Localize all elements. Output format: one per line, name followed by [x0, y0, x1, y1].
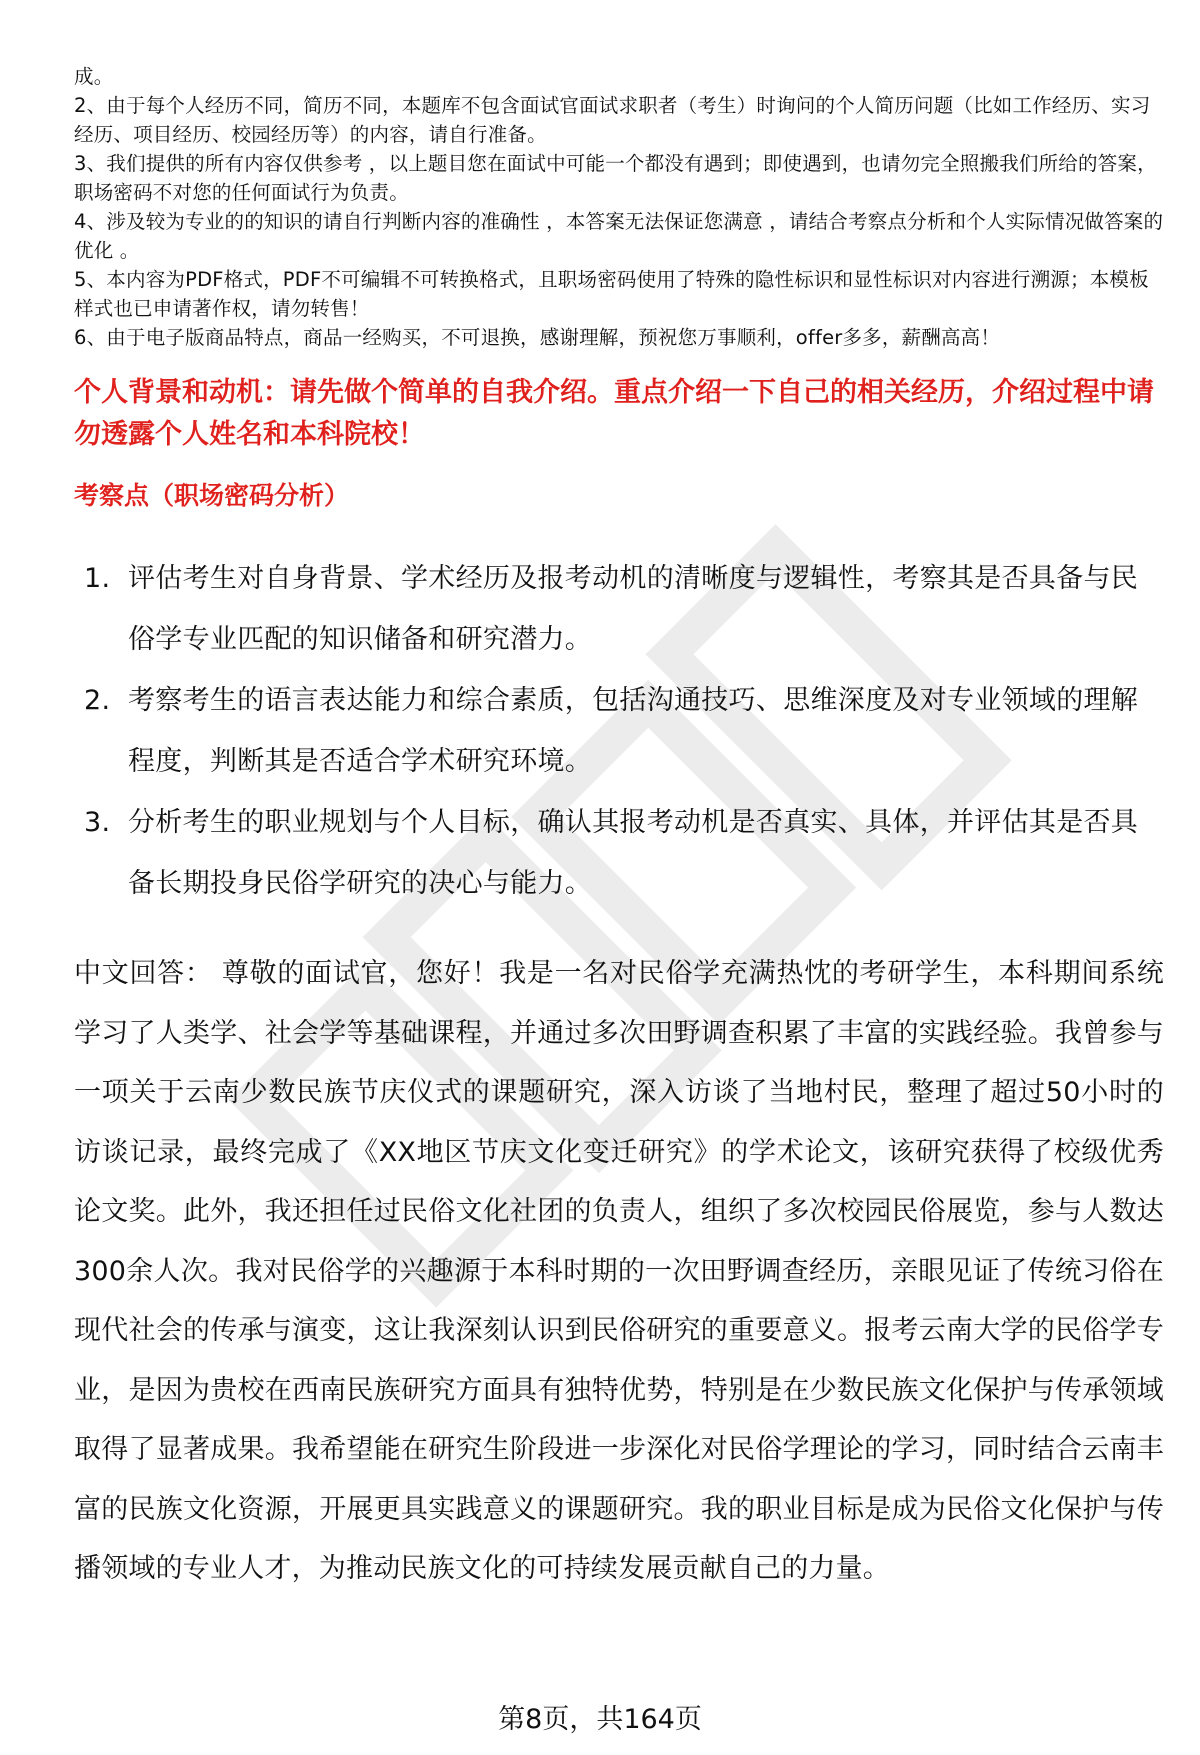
- list-item-number: 1.: [84, 563, 111, 594]
- list-item-number: 2.: [84, 685, 111, 716]
- list-item-number: 3.: [84, 807, 111, 838]
- analysis-heading: 考察点（职场密码分析）: [74, 481, 350, 510]
- note-line: 5、本内容为PDF格式，PDF不可编辑不可转换格式，且职场密码使用了特殊的隐性标识和显性标识对内容进行溯源；本模板样式也已申请著作权，请勿转售！: [74, 268, 1149, 320]
- list-item: [74, 548, 1164, 670]
- list-item: [74, 792, 1164, 914]
- note-line: 6、由于电子版商品特点，商品一经购买，不可退换，感谢理解，预祝您万事顺利，offer多多，薪酬高高！: [74, 326, 1001, 349]
- note-line: 2、由于每个人经历不同，简历不同，本题库不包含面试官面试求职者（考生）时询问的个人简历问题（比如工作经历、实习经历、项目经历、校园经历等）的内容，请自行准备。: [74, 94, 1151, 146]
- answer-label: 中文回答：: [74, 958, 213, 989]
- list-item-text: 评估考生对自身背景、学术经历及报考动机的清晰度与逻辑性，考察其是否具备与民俗学专业匹配的知识储备和研究潜力。: [128, 563, 1139, 655]
- document-page: [74, 62, 1164, 1599]
- list-item-text: 分析考生的职业规划与个人目标，确认其报考动机是否真实、具体，并评估其是否具备长期投身民俗学研究的决心与能力。: [128, 807, 1139, 899]
- page-number: 第8页，共164页: [498, 1704, 702, 1735]
- note-line: 4、涉及较为专业的的知识的请自行判断内容的准确性 ，本答案无法保证您满意 ，请结合考察点分析和个人实际情况做答案的优化 。: [74, 210, 1164, 262]
- question-title: 个人背景和动机：请先做个简单的自我介绍。重点介绍一下自己的相关经历，介绍过程中请勿透露个人姓名和本科院校！: [74, 377, 1154, 450]
- note-line: 3、我们提供的所有内容仅供参考 ，以上题目您在面试中可能一个都没有遇到；即使遇到，也请勿完全照搬我们所给的答案，职场密码不对您的任何面试行为负责。: [74, 152, 1157, 204]
- list-item: [74, 670, 1164, 792]
- note-line: 成。: [74, 65, 114, 88]
- list-item-text: 考察考生的语言表达能力和综合素质，包括沟通技巧、思维深度及对专业领域的理解程度，判断其是否适合学术研究环境。: [128, 685, 1139, 777]
- analysis-points: [74, 548, 1164, 914]
- answer-paragraph: [74, 944, 1164, 1599]
- answer-text: 尊敬的面试官，您好！我是一名对民俗学充满热忱的考研学生，本科期间系统学习了人类学、社会学等基础课程，并通过多次田野调查积累了丰富的实践经验。我曾参与一项关于云南少数民族节庆仪式的课题研究，深入访谈了当地村民，整理了超过50小时的访谈记录，最终完成了《XX地区节庆文化变迁研究》的学术论文，该研究获得了校级优秀论文奖。此外，我还担任过民俗文化社团的负责人，组织了多次校园民俗展览，参与人数达300余人次。我对民俗学的兴趣源于本科时期的一次田野调查经历，亲眼见证了传统习俗在现代社会的传承与演变，这让我深刻认识到民俗研究的重要意义。报考云南大学的民俗学专业，是因为贵校在西南民族研究方面具有独特优势，特别是在少数民族文化保护与传承领域取得了显著成果。我希望能在研究生阶段进一步深化对民俗学理论的学习，同时结合云南丰富的民族文化资源，开展更具实践意义的课题研究。我的职业目标是成为民俗文化保护与传播领域的专业人才，为推动民族文化的可持续发展贡献自己的力量。: [74, 958, 1164, 1584]
- disclaimer-notes: [74, 62, 1164, 352]
